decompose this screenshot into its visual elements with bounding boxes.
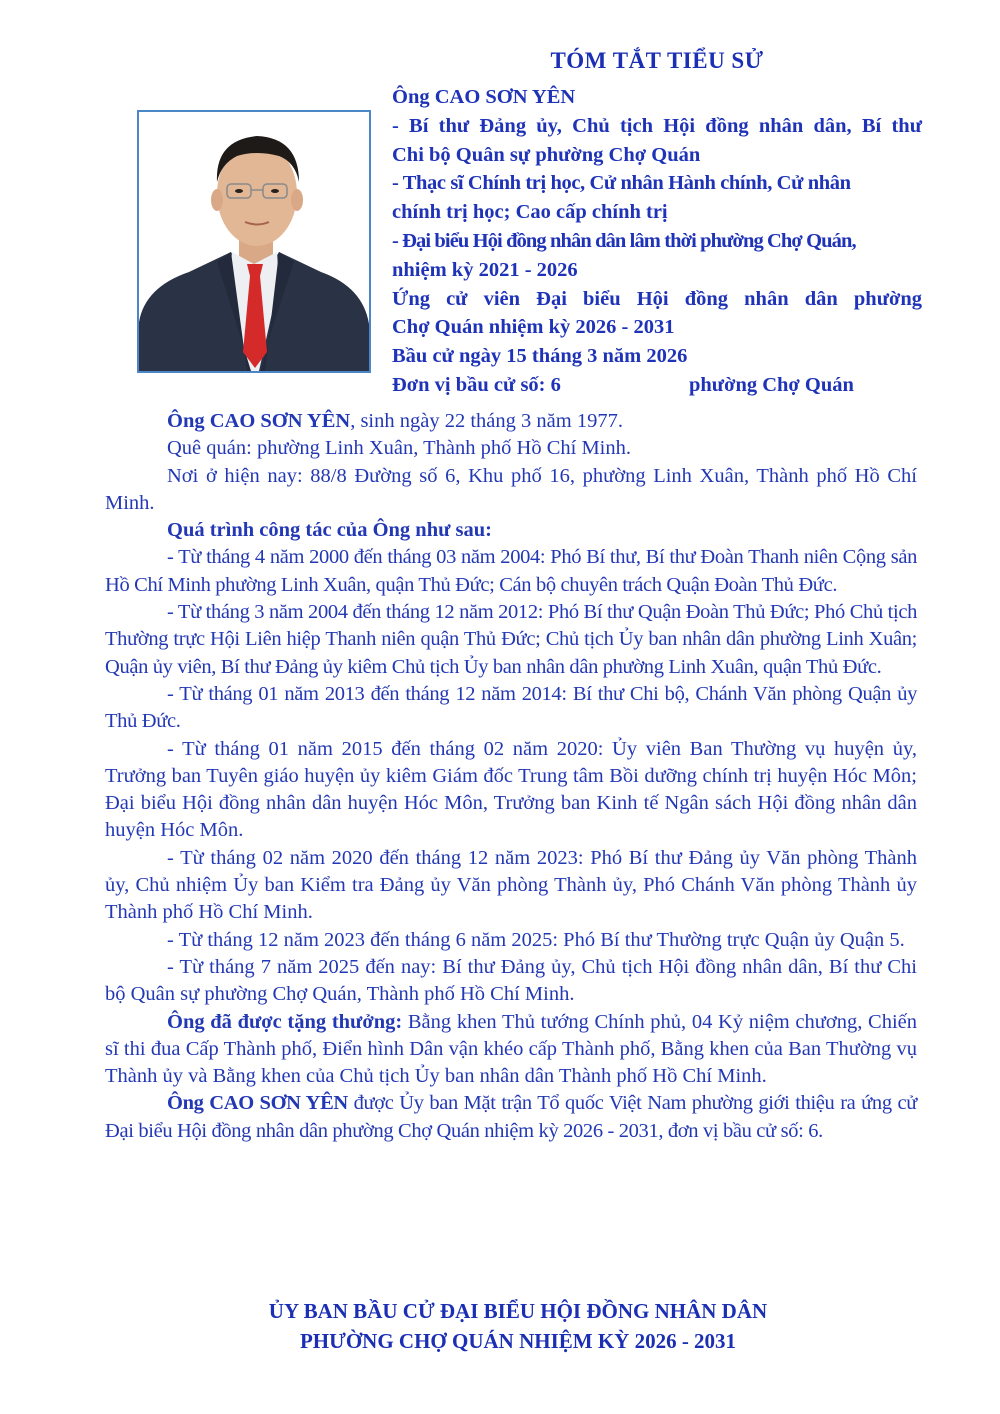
intro-birth [105, 408, 917, 435]
header-line-education-1: - Thạc sĩ Chính trị học, Cử nhân Hành chính, Cử nhân [392, 172, 851, 195]
career-heading [105, 517, 917, 544]
candidate-header [392, 83, 922, 400]
career-item: - Từ tháng 12 năm 2023 đến tháng 6 năm 2025: Phó Bí thư Thường trực Quận ủy Quận 5. [167, 928, 905, 951]
electoral-unit-number: Đơn vị bầu cử số: 6 [392, 373, 561, 396]
nomination-name: Ông CAO SƠN YÊN [167, 1092, 348, 1115]
header-line-education-2: chính trị học; Cao cấp chính trị [392, 201, 668, 224]
committee-line-2: PHƯỜNG CHỢ QUÁN NHIỆM KỲ 2026 - 2031 [299, 1329, 737, 1353]
career-item: - Từ tháng 3 năm 2004 đến tháng 12 năm 2012: Phó Bí thư Quận Đoàn Thủ Đức; Phó Chủ tịch Thường trực Hội Liên hiệp Thanh niên quận Thủ Đức; Chủ tịch Ủy ban nhân dân phường Linh Xuân; Quận ủy viên, Bí thư Đảng ủy kiêm Chủ tịch Ủy ban nhân dân phường Linh Xuân, quận Thủ Đức. [105, 601, 917, 678]
intro-birth-text: , sinh ngày 22 tháng 3 năm 1977. [350, 410, 623, 432]
header-line-candidate-2: Chợ Quán nhiệm kỳ 2026 - 2031 [392, 316, 675, 339]
career-item: - Từ tháng 7 năm 2025 đến nay: Bí thư Đảng ủy, Chủ tịch Hội đồng nhân dân, Bí thư Chi bộ Quân sự phường Chợ Quán, Thành phố Hồ Chí Minh. [105, 955, 917, 1006]
header-line-candidate-1: Ứng cử viên Đại biểu Hội đồng nhân dân phường [392, 287, 922, 310]
intro-name: Ông CAO SƠN YÊN [167, 410, 351, 432]
awards [105, 1009, 917, 1091]
intro-hometown: Quê quán: phường Linh Xuân, Thành phố Hồ Chí Minh. [167, 437, 631, 460]
career-item: - Từ tháng 02 năm 2020 đến tháng 12 năm 2023: Phó Bí thư Đảng ủy Văn phòng Thành ủy, Chủ nhiệm Ủy ban Kiểm tra Đảng ủy Văn phòng Thành ủy, Phó Chánh Văn phòng Thành ủy Thành phố Hồ Chí Minh. [105, 846, 917, 924]
header-line-position-2: Chi bộ Quân sự phường Chợ Quán [392, 143, 701, 166]
intro-residence: Nơi ở hiện nay: 88/8 Đường số 6, Khu phố 16, phường Linh Xuân, Thành phố Hồ Chí Minh. [105, 464, 917, 514]
header-line-position-1: - Bí thư Đảng ủy, Chủ tịch Hội đồng nhân dân, Bí thư [392, 114, 922, 137]
header-line-delegate-1: - Đại biểu Hội đồng nhân dân lâm thời phường Chợ Quán, [392, 229, 856, 252]
committee-line-1: ỦY BAN BẦU CỬ ĐẠI BIỂU HỘI ĐỒNG NHÂN DÂN [268, 1299, 768, 1323]
awards-text: Bằng khen Thủ tướng Chính phủ, 04 Kỷ niệm chương, Chiến sĩ thi đua Cấp Thành phố, Điển hình Dân vận khéo cấp Thành phố, Bằng khen của Ban Thường vụ Thành ủy và Bằng khen của Chủ tịch Ủy ban nhân dân Thành phố Hồ Chí Minh. [105, 1010, 917, 1088]
header-line-election-date: Bầu cử ngày 15 tháng 3 năm 2026 [392, 345, 688, 368]
electoral-unit-ward: phường Chợ Quán [689, 373, 854, 396]
candidate-photo [137, 110, 371, 373]
awards-label: Ông đã được tặng thưởng: [167, 1010, 403, 1033]
nomination [105, 1090, 917, 1145]
career-heading-text: Quá trình công tác của Ông như sau: [167, 519, 492, 542]
issuing-committee [200, 1296, 836, 1356]
document-title: TÓM TẮT TIỂU SỬ [550, 48, 764, 73]
career-item: - Từ tháng 01 năm 2015 đến tháng 02 năm 2020: Ủy viên Ban Thường vụ huyện ủy, Trưởng ban Tuyên giáo huyện ủy kiêm Giám đốc Trung tâm Bồi dưỡng chính trị huyện Hóc Môn; Đại biểu Hội đồng nhân dân huyện Hóc Môn, Trưởng ban Kinh tế Ngân sách Hội đồng nhân dân huyện Hóc Môn. [105, 737, 917, 842]
candidate-name: Ông CAO SƠN YÊN [392, 86, 576, 108]
career-item: - Từ tháng 4 năm 2000 đến tháng 03 năm 2004: Phó Bí thư, Bí thư Đoàn Thanh niên Cộng sản Hồ Chí Minh phường Linh Xuân, quận Thủ Đức; Cán bộ chuyên trách Quận Đoàn Thủ Đức. [105, 546, 917, 596]
header-line-delegate-2: nhiệm kỳ 2021 - 2026 [392, 258, 578, 281]
biography-body [105, 408, 917, 1145]
nomination-text: được Ủy ban Mặt trận Tổ quốc Việt Nam phường giới thiệu ra ứng cử Đại biểu Hội đồng nhân dân phường Chợ Quán nhiệm kỳ 2026 - 2031, đơn vị bầu cử số: 6. [105, 1092, 917, 1142]
header-line-electoral-unit [392, 371, 882, 400]
career-item: - Từ tháng 01 năm 2013 đến tháng 12 năm 2014: Bí thư Chi bộ, Chánh Văn phòng Quận ủy Thủ Đức. [105, 682, 917, 733]
